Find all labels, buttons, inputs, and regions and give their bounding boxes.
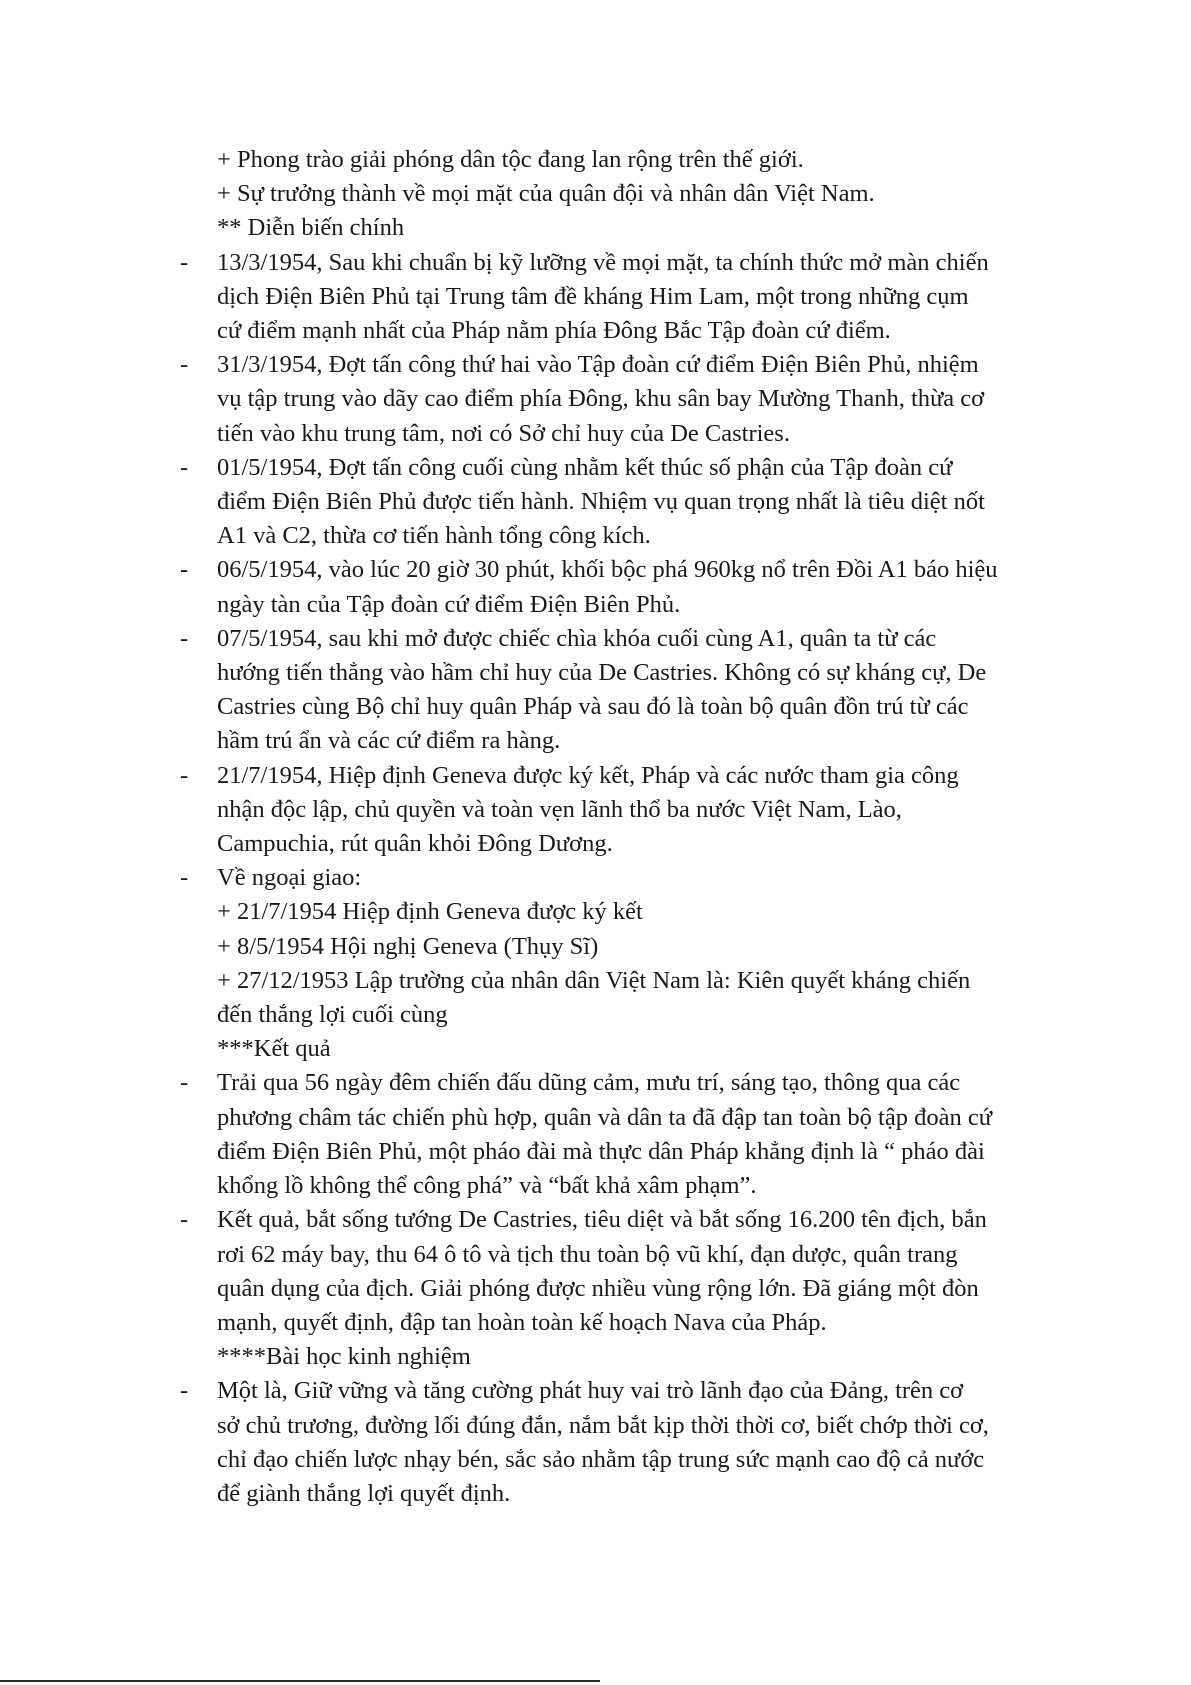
list-item-line: mạnh, quyết định, đập tan hoàn toàn kế hoạch Nava của Pháp. [217,1308,827,1336]
list-item-line: điểm Điện Biên Phủ, một pháo đài mà thực dân Pháp khẳng định là “ pháo đài [217,1137,985,1165]
list-item-line: 21/7/1954, Hiệp định Geneva được ký kết, Pháp và các nước tham gia công [217,761,959,789]
list-item-line: 07/5/1954, sau khi mở được chiếc chìa khóa cuối cùng A1, quân ta từ các [217,624,937,652]
section-heading-dien-bien: ** Diễn biến chính [217,214,405,242]
dash-bullet: - [180,864,189,892]
list-item-event-5 [180,622,1060,759]
list-item-line: ngày tàn của Tập đoàn cứ điểm Điện Biên Phủ. [217,590,681,618]
list-item-line: điểm Điện Biên Phủ được tiến hành. Nhiệm vụ quan trọng nhất là tiêu diệt nốt [217,488,985,516]
list-item-line: sở chủ trương, đường lối đúng đắn, nắm bắt kịp thời thời cơ, biết chớp thời cơ, [217,1411,989,1439]
list-item-line: vụ tập trung vào dãy cao điểm phía Đông, khu sân bay Mường Thanh, thừa cơ [217,385,985,413]
list-item-line: Trải qua 56 ngày đêm chiến đấu dũng cảm, mưu trí, sáng tạo, thông qua các [217,1069,961,1097]
list-item-line: dịch Điện Biên Phủ tại Trung tâm đề kháng Him Lam, một trong những cụm [217,282,969,310]
list-item-line: 06/5/1954, vào lúc 20 giờ 30 phút, khối bộc phá 960kg nổ trên Đồi A1 báo hiệu [217,556,998,584]
list-item-line: quân dụng của địch. Giải phóng được nhiều vùng rộng lớn. Đã giáng một đòn [217,1274,979,1302]
list-item-line: Về ngoại giao: [217,864,362,892]
list-item-line: cứ điểm mạnh nhất của Pháp nằm phía Đông Bắc Tập đoàn cứ điểm. [217,317,891,345]
section-heading-bai-hoc: ****Bài học kinh nghiệm [217,1343,471,1371]
list-item-line: rơi 62 máy bay, thu 64 ô tô và tịch thu toàn bộ vũ khí, đạn dược, quân trang [217,1240,958,1268]
list-item-result-2 [180,1203,1060,1374]
dash-bullet: - [180,248,189,276]
list-item-line: khổng lồ không thể công phá” và “bất khả xâm phạm”. [217,1172,757,1200]
list-item-line: hầm trú ẩn và các cứ điểm ra hàng. [217,727,561,755]
list-item-diplomacy [180,861,1060,1066]
list-item-line: để giành thắng lợi quyết định. [217,1479,511,1507]
dash-bullet: - [180,556,189,584]
document-body [180,143,1060,1511]
list-item-line: + 21/7/1954 Hiệp định Geneva được ký kết [217,898,643,926]
intro-line-2: + Sự trưởng thành về mọi mặt của quân đội và nhân dân Việt Nam. [217,180,875,208]
list-item-line: Kết quả, bắt sống tướng De Castries, tiêu diệt và bắt sống 16.200 tên địch, bắn [217,1206,987,1234]
list-item-event-4 [180,553,1060,621]
list-item-line: A1 và C2, thừa cơ tiến hành tổng công kích. [217,522,651,550]
list-item-line: + 8/5/1954 Hội nghị Geneva (Thụy Sĩ) [217,932,599,960]
dash-bullet: - [180,453,189,481]
list-item-line: phương châm tác chiến phù hợp, quân và dân ta đã đập tan toàn bộ tập đoàn cứ [217,1103,992,1131]
list-item-lesson-1 [180,1374,1060,1511]
list-item-line: nhận độc lập, chủ quyền và toàn vẹn lãnh thổ ba nước Việt Nam, Lào, [217,795,902,823]
list-item-event-1 [180,246,1060,349]
list-item-line: 01/5/1954, Đợt tấn công cuối cùng nhằm kết thúc số phận của Tập đoàn cứ [217,453,953,481]
list-item-event-3 [180,451,1060,554]
list-item-line: Campuchia, rút quân khỏi Đông Dương. [217,830,613,858]
list-item-line: 31/3/1954, Đợt tấn công thứ hai vào Tập đoàn cứ điểm Điện Biên Phủ, nhiệm [217,351,979,379]
list-item-line: + 27/12/1953 Lập trường của nhân dân Việt Nam là: Kiên quyết kháng chiến [217,966,971,994]
list-item-line: hướng tiến thẳng vào hầm chỉ huy của De Castries. Không có sự kháng cự, De [217,659,987,687]
dash-bullet: - [180,351,189,379]
dash-bullet: - [180,1377,189,1405]
list-item-result-1 [180,1066,1060,1203]
section-heading-ket-qua: ***Kết quả [217,1035,331,1063]
list-item-line: tiến vào khu trung tâm, nơi có Sở chỉ huy của De Castries. [217,419,790,447]
list-item-line: Castries cùng Bộ chỉ huy quân Pháp và sau đó là toàn bộ quân đồn trú từ các [217,693,969,721]
list-item-event-6 [180,759,1060,862]
dash-bullet: - [180,1206,189,1234]
list-item-line: chỉ đạo chiến lược nhạy bén, sắc sảo nhằm tập trung sức mạnh cao độ cả nước [217,1445,985,1473]
dash-bullet: - [180,624,189,652]
list-item-event-2 [180,348,1060,451]
list-item-line: 13/3/1954, Sau khi chuẩn bị kỹ lưỡng về mọi mặt, ta chính thức mở màn chiến [217,248,989,276]
list-item-line: Một là, Giữ vững và tăng cường phát huy vai trò lãnh đạo của Đảng, trên cơ [217,1377,964,1405]
dash-bullet: - [180,1069,189,1097]
list-item-line: đến thắng lợi cuối cùng [217,1001,448,1029]
dash-bullet: - [180,761,189,789]
intro-line-1: + Phong trào giải phóng dân tộc đang lan rộng trên thế giới. [217,146,804,173]
page-bottom-rule [0,1680,600,1682]
